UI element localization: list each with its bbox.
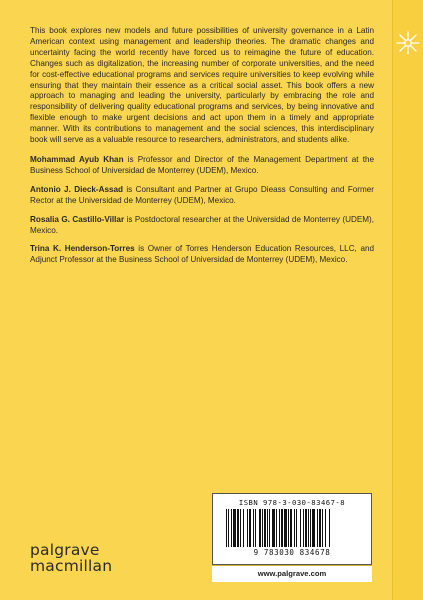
author-description: is Professor and Director of the Management Department at the Business School of Universidad de Monterrey (UDEM), Mexico. [30, 154, 374, 175]
author-name: Mohammad Ayub Khan [30, 154, 124, 164]
barcode-icon [224, 509, 360, 547]
publisher-logo [30, 542, 140, 575]
isbn-label: ISBN 978-3-030-83467-8 [238, 498, 346, 507]
author-bio [30, 215, 374, 237]
ean-digits: 9 783030 834678 [253, 548, 331, 557]
author-description: is Owner of Torres Henderson Education Resources, LLC, and Adjunct Professor at the Business School of Universidad de Monterrey (UDEM), Mexico. [30, 244, 375, 265]
back-cover-text [30, 26, 374, 274]
author-bio [30, 244, 374, 266]
publisher-website[interactable]: www.palgrave.com [212, 565, 372, 582]
book-blurb: This book explores new models and future possibilities of university governance in a Latin American context using management and leadership theories. The dramatic changes and uncertainty facing the world recently have forced us to reimagine the future of education. Changes such as digitalization, the increasing number of corporate universities, and the need for cost-effective educational programs and services require universities to keep evolving while ensuring that they maintain their essence as a critical social asset. This book offers a new approach to managing and leading the university, particularly by embracing the role and responsibility of delivering quality educational programs and services, by being innovative and flexible enough to make urgent decisions and act upon them in a timely and appropriate manner. With its contributions to management and the social sciences, this interdisciplinary book will serve as a valuable resource to researchers, administrators, and students alike. [30, 26, 374, 145]
logo-line-macmillan: macmillan [30, 557, 113, 575]
author-description: is Consultant and Partner at Grupo Dieass Consulting and Former Rector at the Universidad de Monterrey (UDEM), Mexico. [30, 184, 375, 205]
author-name: Trina K. Henderson-Torres [30, 244, 135, 254]
spine-strip [392, 0, 423, 600]
author-bio [30, 155, 374, 177]
author-description: is Postdoctoral researcher at the Universidad de Monterrey (UDEM), Mexico. [30, 214, 374, 235]
author-name: Rosalia G. Castillo-Villar [30, 214, 125, 224]
palgrave-seal-icon [395, 30, 421, 56]
author-name: Antonio J. Dieck-Assad [30, 184, 123, 194]
author-bio [30, 185, 374, 207]
isbn-barcode-block [212, 493, 372, 565]
logo-line-palgrave: palgrave [30, 541, 100, 559]
